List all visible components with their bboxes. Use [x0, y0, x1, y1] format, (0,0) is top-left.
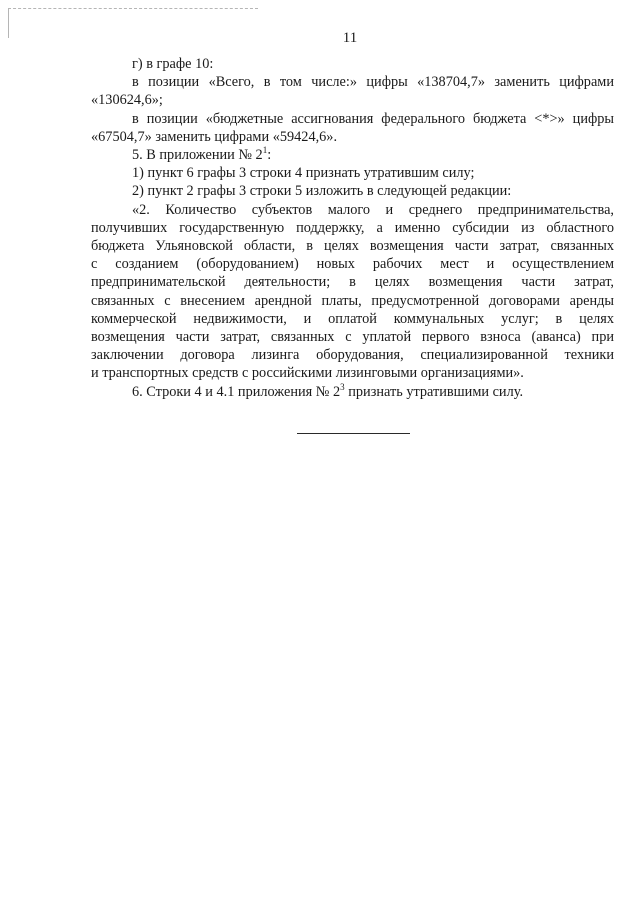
paragraph-line: бюджета Ульяновской области, в целях возмещения части затрат, связанных — [91, 238, 614, 255]
paragraph-line — [91, 383, 614, 401]
page-number: 11 — [342, 30, 358, 46]
end-rule — [297, 433, 410, 434]
paragraph-line: «130624,6»; — [91, 92, 163, 109]
paragraph-line: «67504,7» заменить цифрами «59424,6». — [91, 128, 338, 145]
paragraph-line: и транспортных средств с российскими лизинговыми организациями». — [91, 365, 524, 382]
paragraph-text: 5. В приложении № 2 — [132, 147, 263, 164]
paragraph-line: заключении договора лизинга оборудования, специализированной техники — [91, 347, 614, 364]
paragraph-line: 2) пункт 2 графы 3 строки 5 изложить в следующей редакции: — [132, 183, 512, 200]
paragraph-text: 6. Строки 4 и 4.1 приложения № 2 — [132, 383, 341, 400]
paragraph-line — [91, 146, 614, 164]
superscript: 3 — [340, 381, 345, 392]
paragraph-line: г) в графе 10: — [132, 56, 214, 72]
paragraph-line: получивших государственную поддержку, а именно субсидии из областного — [91, 219, 614, 236]
paragraph-line: в позиции «Всего, в том числе:» цифры «138704,7» заменить цифрами — [132, 74, 614, 91]
paragraph-line: с созданием (оборудованием) новых рабочих мест и осуществлением — [91, 256, 614, 273]
paragraph-text: : — [267, 147, 272, 164]
paragraph-line: возмещения части затрат, связанных с уплатой первого взноса (аванса) при — [91, 329, 614, 346]
paragraph-line: 1) пункт 6 графы 3 строки 4 признать утратившим силу; — [132, 165, 475, 182]
document-body — [91, 55, 614, 401]
scan-frame-left — [8, 8, 9, 38]
paragraph-line: коммерческой недвижимости, и оплатой коммунальных услуг; в целях — [91, 310, 614, 327]
paragraph-line: связанных с внесением арендной платы, предусмотренной договорами аренды — [91, 292, 614, 309]
paragraph-line: «2. Количество субъектов малого и среднего предпринимательства, — [132, 201, 614, 218]
paragraph-text: признать утратившими силу. — [344, 383, 524, 400]
paragraph-line: в позиции «бюджетные ассигнования федерального бюджета <*>» цифры — [132, 110, 614, 127]
superscript: 1 — [262, 145, 268, 156]
paragraph-line: предпринимательской деятельности; в целях возмещения части затрат, — [91, 274, 614, 291]
scan-frame-top — [8, 8, 258, 9]
